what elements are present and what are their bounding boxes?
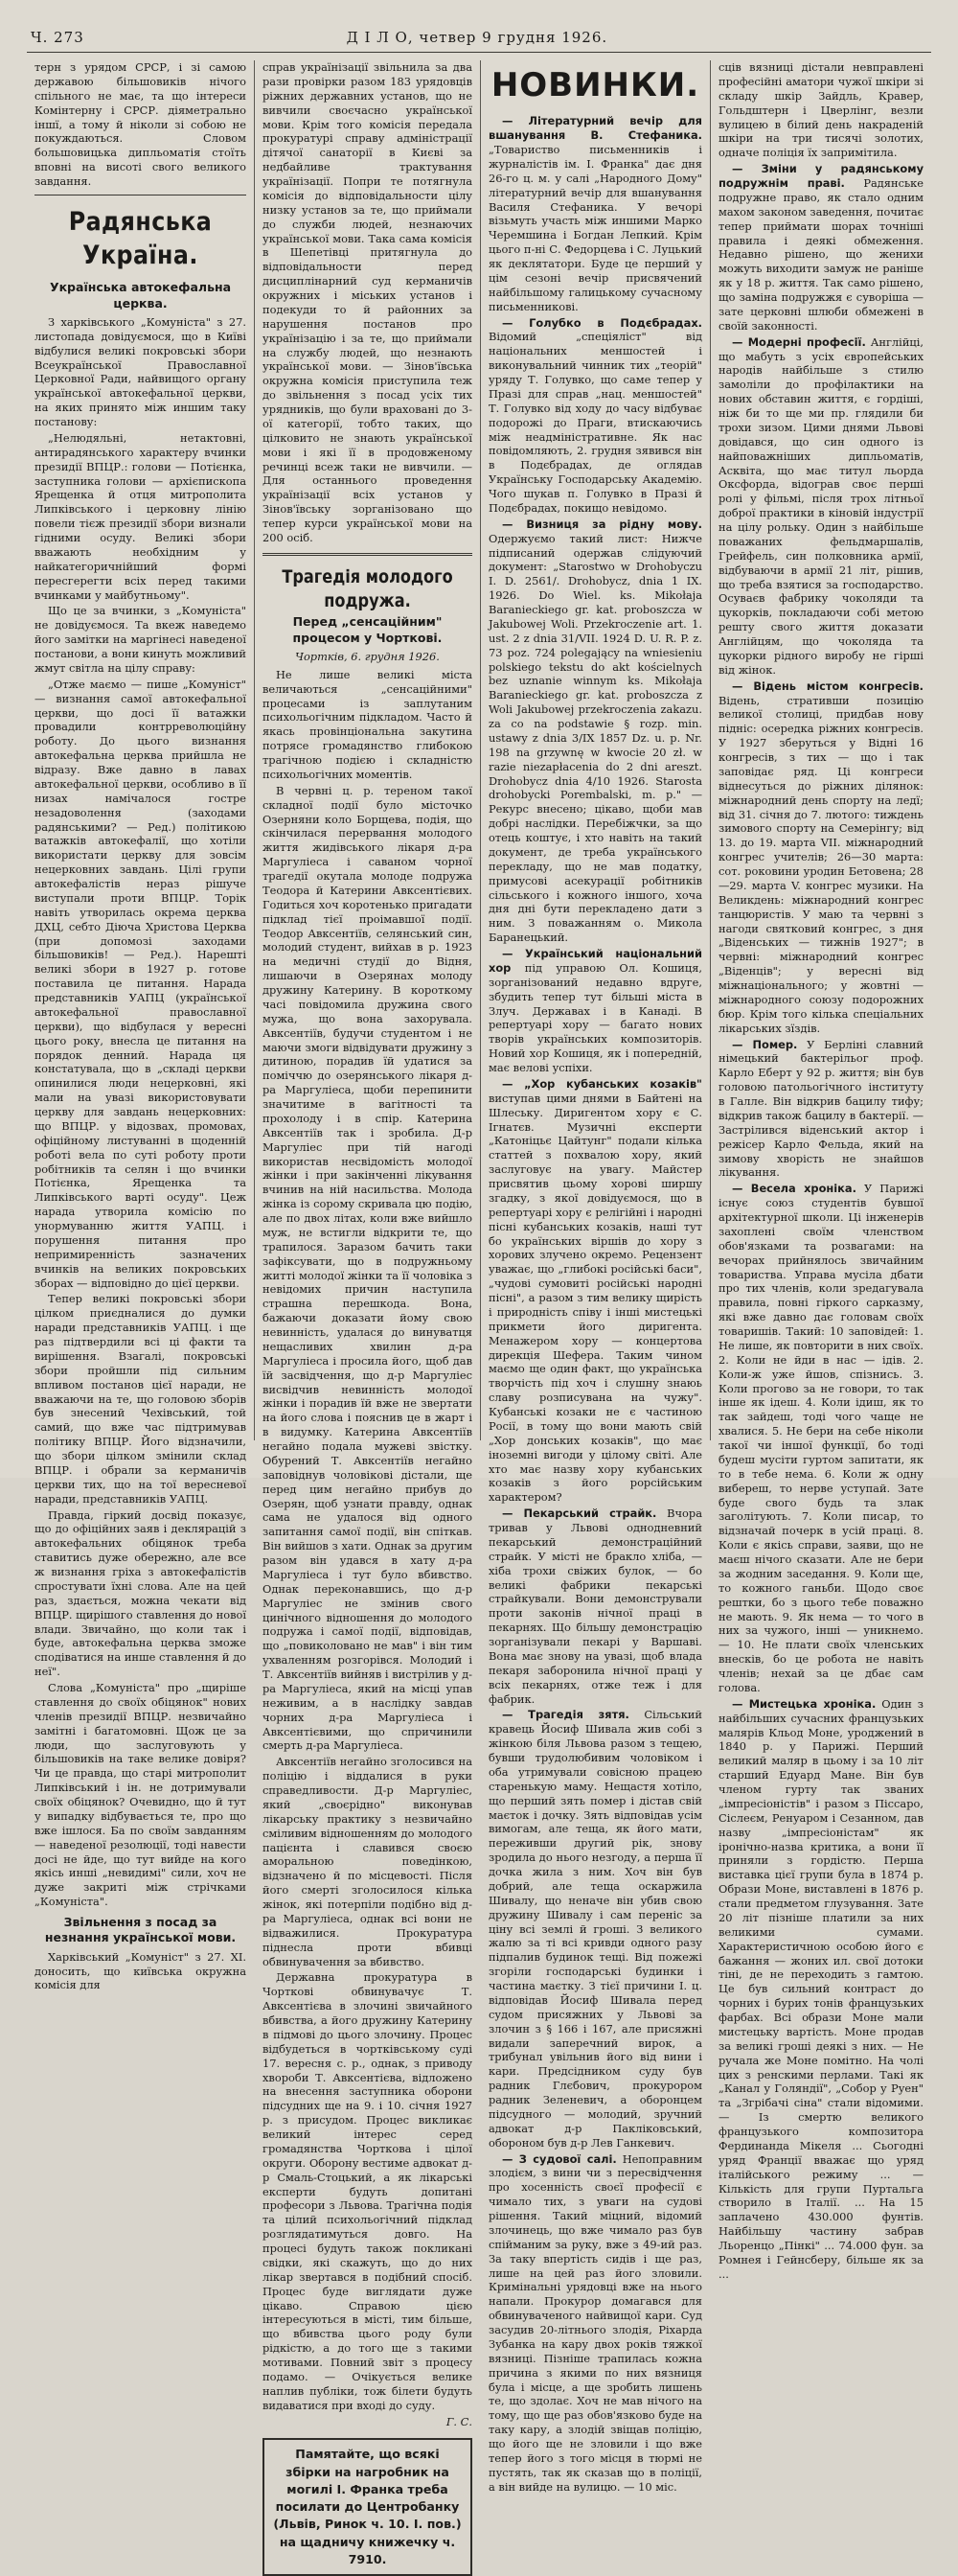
news-item — [718, 335, 924, 678]
franko-fund-notice: Памятайте, що всякі збірки на нагробник на могилі І. Франка треба посилати до Центробанку (Львів, Ринок ч. 10. І. пов.) на щадничу книжечку ч. 7910. — [262, 2438, 472, 2576]
news-item — [489, 518, 702, 945]
news-item — [489, 1506, 702, 1706]
news-item-title: — Визниця за рідну мову. — [502, 517, 702, 531]
col2-para: В червні ц. р. тереном такої складної події було місточко Озерняни коло Борщева, подія, що скінчилася перервання молодого життя жидівського лікаря д-ра Маргуліеса і саваном чорної трагедії окутала молоде подружа Теодора й Катерини Авксентієвих. Годиться хоч коротенько пригадати підклад тієї проімавшої події. Теодор Авксентіїв, селянський син, молодий студент, вийхав в р. 1923 на медичні студії до Відня, лишаючи в Озерянах молоду дружину Катерину. В короткому часі повідомила дружина свого мужа, що вона захорувала. Авксентіїв, будучи студентом і не маючи змоги відвідувати дружину з дитиною, порадив їй удатися за поміччю до озерянського лікаря д-ра Маргуліеса, щоби перепинити значитиме в вагітності та прохолоду і в спір. Катерина Авксентіїв так і зробила. Д-р Маргуліес при тій нагоді використав несвідомість молодої жінки і при закінченні лікування вчинив на ній насильства. Молода жінка із сорому скривала цю подію, але по двох літах, коли вже вийшло муж, не встигли відкрити те, що трапилося. Заразом бачить таки зафіксувати, що в подружньому житті молодої жінки та її чоловіка з невідомих причин наступила страшна перешкода. Вона, бажаючи доказати йому свою невинність, удалася до винуватця нещасливих хвилин д-ра Маргуліеса і просила його, щоб дав їй засвідчення, що д-р Маргуліес висвідчив невинність молодої жінки і порадив їй вже не звертати на його слова і пояснив це в жарт і в видумку. Катерина Авксентіїв негайно подала мужеві звістку. Обурений Т. Авксентіїв негайно заповіднув чоловікові дістали, ще перед цим негайно прибув до Озерян, щоб узнати правду, однак сама не удалося від одного запитання самої події, він спіткав. Він вийшов з хати. Однак за другим разом він удався в хату д-ра Маргуліеса і тут було вбивство. Однак переконавшись, що д-р Маргуліес не змінив свого цинічного відношення до молодого подружа і самої події, відповідав, що „повиколовано не мав" і він тим ухваленням розгорівся. Молодий і Т. Авксентіїв вийняв і вистрілив у д-ра Маргуліеса, який на місці упав неживим, а в наслідку завдав чорних д-ра Маргуліеса і Авксентієвими, що спричинили смерть д-ра Маргуліеса. — [262, 783, 472, 1753]
news-item-text: виступав цими днями в Байтені на Шлеську. Диригентом хору є С. Ігнатєв. Музичні експерти „Катоніцьє Цайтунг" подали кілька статтей з похвалою хору, який заслуговує на увагу. Майстер присвятив цьому хорові ширшу згадку, з якої довідуємося, що в репертуарі хору є релігійні і народні пісні кубанських козаків, наші тут бо українських віршів до хору з хорових злучено окремо. Рецензент уважає, що „глибокі російські баси", „чудові сумовиті російські народні пісні", а разом з тим велику щирість і природність співу і інші мистецькі прикмети його диригента. Менажером хору — концертова дирекція Шефера. Таким чином маємо ще один факт, що українська творчість під хоч і слушну знаюь славу розписувана на чужу". Кубанські козаки не є частиною Росії, в тому що вони мають свій „Хор донських козаків", що має іноземні вигоди у цілому світі. Але хто має назву хору кубанських козаків з його рорсійським характером? — [489, 1091, 702, 1505]
paper-title-line — [84, 29, 870, 46]
news-item-title: — Помер. — [732, 1037, 798, 1051]
news-item — [489, 2152, 702, 2495]
news-item-text: У Берліні славний німецький бактерільог проф. Карло Еберт у 92 р. життя; він був головою патольогічного інституту в Галле. Він відкрив бацилу тифу; відкрив також бацилу в бактерії. — Застрілився віденський актор і режісер Карло Фельда, який на зимову хворість не знайшов лікування. — [718, 1037, 924, 1180]
news-item — [718, 1038, 924, 1181]
news-item-text: Один з найбільших сучасних французьких малярів Кльод Моне, уроджений в 1840 р. у Парижі. Перший великий маляр в цьому і за 10 літ старший Едуард Мане. Він був членом гурту так званих „імпресіоністів" і разом з Піссаро, Сіслеєм, Ренуаром і Сезанном, дав назву „імпресіоністам" як іронічно-назва критика, а вони її приняли з гордістю. Перша виставка цієї групи була в 1874 р. Образи Моне, виставлені в 1876 р. стали предметом глузування. Зате 20 літ пізніше платили за них великими сумами. Характеристичною особою його є бажання — жоних ил. свої дотоки тіні, де не переходить з гамтою. Це був сильний контраст до чорних і бурих тонів французьких фарбах. Всі образи Моне мали мистецьку вартість. Моне продав за великі гроші деякі з них. — Не ручала же Моне помітно. На чолі цих з ренскими перлами. Такі як „Канал у Голяндії", „Собор у Руен" та „Згрібачі сіна" стали відомими. — Із смертю великого французького композитора Фердинанда Мікеля ... Сьогодні уряд Франції вважає що уряд італійського режиму ... — Кількість для групи Пуртальга створило в Італії. ... На 15 заплачено 430.000 фунтів. Найбільшу частину забрав Льоренцо „Пінкі" ... 74.000 фун. за Ромнея і Гейнсберу, більше як за ... — [718, 1696, 924, 2281]
col1-para: Слова „Комуніста" про „щиріше ставлення до своїх обіцянок" нових членів президії ВПЦР. незвичайно замітні і багатомовні. Щож це за люди, що заслуговують у більшовиків на таке велике довіря? Чи це правда, що старі митрополит Липківський і ін. не дотримували своїх обіцянок? Очевидно, що й тут у випадку відбувається те, про що вже ішлося. Ба по своїм завданням — наведеної резолюції, тоді навести досі не йде, що тут вийде на кого якісь инші „невидимі" сили, хоч не дуже закриті між стрічками „Комуніста". — [34, 1681, 246, 1909]
news-item-title: — Мистецька хроніка. — [732, 1696, 877, 1711]
divider — [34, 195, 246, 196]
news-item-text: Англійці, що мабуть з усіх європейських народів найбільше з стилю замоліли до профілактики на нових обставин життя, є гордіші, ніж би то ще ми пр. глядили би трохи зизом. Цими днями Львові довідався, що син одного із найповажніших дипльоматів, Асквіта, що має титул льорда Оксфорда, відограв своє перші ролі у фільмі, після трох літньої доброї практики в кіновій індустрії на цілу рольку. Один з найбільше поважаних фельдмаршалів, Грейфель, син полковника армії, відбуваючи в армії 21 літ, рішив, що треба взятися за господарство. Осуваєв фабрику чоколяди та цукорків, покладаючи собі метою решту свого життя доказати Англійцям, що чоколяда та цукорки рідного виробу не гірші від жінок. — [718, 334, 924, 677]
col1-tail: Харківський „Комуніст" з 27. XI. доносить, що київська окружна комісія для — [34, 1949, 246, 1992]
col1-para: Тепер великі покровські збори цілком приєдналися до думки наради представників УАПЦ. і ще раз підтвердили всі ці факти та вирішення. Взагалі, покровські збори пройшли під сильним впливом постанов цієї наради, не вважаючи на те, що головою зборів був знесений Чехівський, той самий, що вже час підтримував політику ВПЦР. Його відзначили, що збори цілком змінили склад ВПЦР. і обрали за керманичів церкви тих, що на тої вересневої наради, представників УАПЦ. — [34, 1292, 246, 1506]
news-item — [718, 1182, 924, 1695]
news-item-title: — Зміни у радянському подружнім праві. — [718, 162, 924, 190]
masthead — [27, 29, 931, 53]
col1-intro: терн з урядом СРСР, і зі самою державою більшовиків нічого спільного не має, та що інтереси Комінтерну і СРСР. діяметрально іншї, а тому й ніколи зі собою не покуждаються. Словом большовицька дипльоматія стоїть вповні на висоті свого великого завдання. — [34, 60, 246, 188]
news-item — [489, 316, 702, 516]
news-item-text: Вчора тривав у Львові однодневний пекарський демонстраційний страйк. У місті не бракло хліба, — хіба трохи свіжих булок, — бо великі фабрики пекарські страйкували. Вони демонстрували проти законів нічної праці в пекарнях. Що більшу демонстрацію зорганізували пекарі у Варшаві. Вона має знову на увазі, щоб влада пекаря заборонила нічної праці у всіх пекарнях, отже теж і для фабрик. — [489, 1506, 702, 1706]
section-heading-novynky: НОВИНКИ. — [490, 66, 700, 104]
col1-para: „Нелюдяльні, нетактовні, антирадянського характеру вчинки президії ВПЦР.: голови — Потієнка, заступника голови — архієпископа Ярещенка й отця митрополита Липківського і церковну лінію повели тієж президії збори визнали гідними осуду. Великі збори вважають необхідним у найкатегоричнійший формі пересгерегти всіх перед такими вчинками у майбутньому". — [34, 430, 246, 602]
news-item-title: — Весела хроніка. — [732, 1182, 856, 1196]
page-number: Ч. 273 — [31, 29, 84, 46]
news-item-title: — Український національний хор — [489, 947, 702, 975]
col1-para: Що це за вчинки, з „Комуніста" не довідуємося. Та вкеж наведемо його замітки на маргінесі наведеної постанови, а вони кинуть можливий жмут світла на цілу справу: — [34, 604, 246, 675]
news-item-title: — З судової салі. — [502, 2151, 617, 2166]
news-item-text: У Парижі існує союз студентів бувшої архітектурної школи. Ці інженерів захоплені своїм членством обов'язками та розвагами: на вечорах прийнялось звичайним товариства. Управа мусіла дбати про тих членів, коли зредагувала правила, повні гіркого сарказму, які вже давно дає головам своїх товаришів. Такий: 10 заповідей: 1. Не лише, як повторити в них своїх. 2. Коли не йди в нас — ідів. 2. Коли-ж уже йшов, спізнись. 3. Коли прогово за не говори, то так інше як ідеш. 4. Коли ідиш, як то так зайдеш, тоді чого чаще не хвалися. 5. Не бери на себе ніколи такої чи іншої функції, бо тоді будеш мусіти гуртом запитати, як то в тебе нема. 6. Коли ж одну вибереш, то нерве уступай. Зате буде свого будь та злак заголітують. 7. Коли писар, то відзначай почерк в усій праці. 8. Коли є якісь справи, заяви, що не маєш нічого сказати. Але не бери за жодним заседання. 9. Коли ще, то кожного ганьби. Щодо своє рештки, бо з цього тебе поважно не мають. 9. Як нема — то чого в них за чужого, інші — уникнемо. — 10. Не плати своїх членських внесків, бо це робота не навіть членів; нехай за це дбає сам голова. — [718, 1182, 924, 1694]
col1-para: „Отже маємо — пише „Комуніст" — визнання самої автокефальної церкви, що досі її ватажки провадили контрреволюційну роботу. До цього визнання автокефальна церква прийшла не відразу. Вже давно в лавах автокефальної церкви, особливо в її низах намічалося гостре незадоволення (заходами радянськими? — Ред.) політикою ватажків автокефалії, що хотіли використати церкву для зовсім нецерковних завдань. Цілі групи автокефалістів нераз рішуче виступали проти ВПЦР. Торік навіть утворилась окрема церква ДХЦ, себто Діюча Христова Церква (при допомозі заходами більшовиків! — Ред.). Нарешті великі збори в 1927 р. готове поставила це питання. Нарада представників УАПЦ (української автокефальної православної церкви), що відбулася у вересні цього року, внесла це питання на порядок денний. Нарада ця констатувала, що в „складі церкви опинилися люди нецерковні, які мали на увазі використовувати церкву для завдань нецерковних: що ВПЦР. у відозвах, промовах, офіційному листуванні в щоденній роботі вела по суті роботу проти робітників та селян і що вчинки Потієнка, Ярещенка та Липківського варті осуду". Цеж нарада утворила комісію по унормуванню життя УАПЦ. і порушення питання про непримиренність зазначених вчинків на великих покровських зборах — відповідно до цієї церкви. — [34, 677, 246, 1290]
article-subheading: Перед „сенсаційним" процесом у Чорткові. — [292, 614, 443, 645]
news-item-text: Радянське подружне право, як стало одним махом законом заведення, почитає тепер приймати шорах точніші правила і деякі обмеження. Недавно рішено, що женихи можуть виходити замуж не раніше як у 18 р. життя. Так само рішено, що заміна подружжя є суворіша — зате церковні шлюби обмежені в своїй законності. — [718, 176, 924, 333]
col1-para: З харківського „Комуніста" з 27. листопада довідуємося, що в Київі відбулися великі покровські збори Всеукраїнської Православної Церковної Ради, найвищого органу української автокефальної церкви, на яких принято між иншим таку постанову: — [34, 314, 246, 429]
divider — [262, 553, 472, 556]
news-item-title: — Модерні професії. — [732, 334, 866, 349]
news-item-text: Одержуємо такий лист: Нижче підписаний одержав слідуючий документ: „Starostwo w Drohobyczu I. D. 2561/. Drohobycz, dnia 1 IX. 1926. Do Wiel. ks. Mikołaja Baranieckiego gr. kat. proboszcza w Jakubowej Woli. Przekroczenie art. 1. ust. 2 z dnia 31/VII. 1924 D. U. R. P. z. 73 poz. 724 polegający na wniesieniu polskiego tekstu do akt kościelnych bez uznanie winnym ks. Mikołaja Baranieckiego gr. kat. proboszcza z Woli Jakubowej przekroczenia zakazu. za co na podstawie § rozp. min. ustawy z dnia 3/IX 1857 Dz. u. p. Nr. 198 na grzywnę w kwocie 20 zł. w razie niezapłacenia do 2 dni areszt. Drohobycz dnia 4/10 1926. Starosta drohobycki Porembalski, m. p." — Рекурс внесено; цікаво, щоби мав добрі наслідки. Перебіжчки, за що отець коштує, і хто навіть на такий документ, де треба українського перекладу, що не мав податку, примусові асекурації робітників сільського і кожного іншого, хоча дня дні бути перекладено дати з ним. З поважанням о. Микола Баранецький. — [489, 531, 702, 945]
column-4 — [711, 60, 931, 2281]
news-item — [718, 162, 924, 334]
col4-intro: сців вязниці дістали невправлені професійні аматори чужої шкіри зі складу шкір Зайдль, Кравер, Гольдштерн і Цверлінг, везли вулицею в білий день накраденій шкіри на три тисячі золотих, одначе поліція їх запримітила. — [718, 60, 924, 160]
issue-date: четвер 9 грудня 1926. — [419, 29, 608, 46]
news-item-text: Відомий „спеціяліст" від національних меншостей і виконувальний чинник тих „теорій" уряду Т. Голувко, що саме тепер у Празі для справ „нац. меншостей" Т. Голувко від ходу до часу відбуває подорожі до Праги, втискаючись між неадміністративне. Як нас повідомляють, 2. грудня зявився він в Подєбрадах, де оглядав Українську Господарську Академію. Чого шукав п. Голувко в Празі й Подєбрадах, покищо невідомо. — [489, 330, 702, 515]
news-item-text: „Товариство письменників і журналістів ім. І. Франка" дає дня 26-го ц. м. у салі „Народного Дому" літературний вечір для вшанування Василя Стефаника. У вечорі візьмуть участь між иншими Марко Черемшина і Богдан Лепкий. Крім цього п-ні С. Федорцева і С. Луцький як деклятатори. Буде це перший у цім сезоні вечір присвячений найбільшому галицькому сучасному письменникові. — [489, 143, 702, 313]
news-item-title: — Літературний вечір для вшанування В. Стефаника. — [489, 114, 702, 143]
news-item — [489, 1708, 702, 2150]
news-item — [489, 947, 702, 1075]
subheading-dismissals: Звільнення з посад за незнання української мови. — [44, 1915, 237, 1945]
dateline: Чортків, 6. грудня 1926. — [295, 649, 440, 663]
article-signature: Г. С. — [445, 2414, 472, 2428]
news-item — [489, 1077, 702, 1505]
col2-para: Державна прокуратура в Чорткові обвинувачує Т. Авксентієва в злочині звичайного вбивства, а його дружину Катерину в підмові до цього злочину. Процес відбудеться в чортківському суді 17. вересня с. р., однак, з приводу хвороби Т. Авксентієва, відложено на внесення заступника оборони підсудних ще на 9. і 10. січня 1927 р. з присудом. Процес викликає великий інтерес серед громадянства Чорткова і цілої округи. Оборону вестиме адвокат д-р Смаль-Стоцький, а як лікарські експерти будуть допитані професори з Львова. Трагічна подія та цілий психольогічний підклад розглядатимуться довго. На процесі будуть також покликані свідки, які скажуть, що до них лікар звертався в подібний спосіб. Процес буде виглядати дуже цікаво. Справою цією інтересуються в місті, тим більше, що вбивства цього роду були рідкістю, а до того ще з такими мотивами. Повний звіт з процесу подамо. — Очікується велике наплив публіки, тож білети будуть видаватися при вході до суду. — [262, 1970, 472, 2412]
column-2 — [255, 60, 481, 2566]
section-heading-radianska-ukraina: Радянська Україна. — [68, 206, 213, 271]
news-item-text: Непоправним злодієм, з вини чи з пересвідчення про хосенність своєї професії є чимало тих, з уваги на судові рішення. Такий міцний, відомий злочинець, що вже чимало раз був спійманим за руку, вже з 49-ий раз. За таку впертість сидів і ще раз, лише на цей раз його зловили. Кримінальні урядовці вже на нього напали. Прокурор домагався для обвинуваченого найвищої кари. Суд засудив 20-літнього злодія, Ріхарда Зубанка на кару двох років тяжкої вязниці. Пізніше трапилась кожна причина з якими по них вязниця була і місце, а ще зробить лишень те, що здолає. Хоч не мав нічого на тому, що ще раз обов'язково буде на таку кару, а злодій звіщав поліцію, що його ще не зловили і що вже тепер його з того місця в тюрмі не пустять, так як сказав що в поліції, а він вийде на вулицю. — 10 міс. — [489, 2151, 702, 2494]
columns — [27, 60, 931, 2566]
news-item — [718, 679, 924, 1036]
news-item-text: Сільський кравець Йосиф Шивала жив собі з жінкою біля Львова разом з тещею, бувши трудолюбивим чоловіком і оба утримували совісною працею старенькую маму. Нещастя хотіло, що перший зять помер і дістав свій маєток і дочку. Зять відповідав усім вимогам, але теща, як його мати, переживши другий рік, знову зродила до нього незгоду, а перша її дочка жила з ним. Хоч він був добрий, але теща оскаржила Шивалу, що неначе він убив свою дружину Шивалу і сам переніс за ціну всі землі й гроші. З великого жалю за ті всі кривди одного разу підпалив будинок тещі. Від пожежі згоріли господарські будинки і частина маєтку. З тієї причини І. ц. відповідав Йосиф Шивала перед судом присяжних у Львові за злочин з § 166 і 167, але присяжні видали заперечний вирок, а трибунал увільнив його від вини і кари. Предсідником суду був радник Глєбович, прокурором радник Зеленевич, а оборонцем підсудного — молодий, зручний адвокат д-р Пакліковський, обороном був д-р Лев Ганкевич. — [489, 1708, 702, 2150]
news-item-text: під управою Ол. Кошиця, зорганізований недавно вдруге, збудить тепер тут більші міста в Злуч. Державах і в Канаді. В репертуарі хору — багато нових творів українських композиторів. Новий хор Кошиця, як і попередній, має велові успіхи. — [489, 960, 702, 1075]
news-item — [489, 114, 702, 313]
paper-title: Д І Л О, — [346, 29, 414, 46]
column-3 — [481, 60, 711, 2494]
col2-para: Не лише великі міста величаються „сенсаційними" процесами із заплутаним психольогічним підкладом. Часто й якась провінціональна закутина потрясе громадянство глибокою трагічною подією і складністю психольогічних моментів. — [262, 667, 472, 781]
news-item-title: — Голубко в Подєбрадах. — [502, 315, 702, 330]
news-item-title: — Пекарський страйк. — [502, 1506, 657, 1521]
col2-para: справ українізації звільнила за два рази провірки разом 183 урядовців ріжних державних установ, що не вивчили своєчасно української мови. Крім того комісія передала прокуратурі справу адміністрації дітячої санаторії в Києві за недбайливе трактування українізації. Попри те потягнула комісія до відповідальности цілу низку установ за те, що приймали до служби людей, незнаючих української мови. Така сама комісія в Шепетівці притягнула до відповідальности перед дисциплінарний суд керманичів окружних і міських установ і подекуди то й районних за нарушення постанов про українізацію і за те, що приймали на службу людей, що незнають української мови. — Зінов'ївська окружна комісія приступила теж до звільнення з посад усіх тих урядників, що були враховані до 3-ої категорії, тобто таких, що цілковито не знають української мови і які її в продовженому речинці всеж таки не вивчили. — Для останнього проведення українізації всіх установ у Зінов'ївську зорганізовано що тепер курси української мови на 200 осіб. — [262, 60, 472, 544]
news-item — [718, 1697, 924, 2282]
subheading-autocephalous-church: Українська автокефальна церква. — [49, 280, 232, 310]
news-item-title: — Відень містом конгресів. — [732, 678, 924, 693]
news-item-title: — „Хор кубанських козаків" — [502, 1076, 702, 1091]
column-1 — [27, 60, 255, 1992]
article-heading-tragedy: Трагедія молодого подружа. — [282, 565, 453, 611]
col2-para: Авксентіїв негайно зголосився на поліцію і віддалися в руки справедливости. Д-р Маргуліес, який „своєрідно" виконував лікарську практику з незвичайно сміливим відношенням до молодого пацієнта і славився своєю аморальною поведінкою, відзначено й по місцевості. Після його смерті зголосилося кілька жінок, які потерпіли подібно від д-ра Маргуліеса, однак всі вони не відважилися. Прокуратура піднесла проти вбивці обвинувачення за вбивство. — [262, 1755, 472, 1968]
news-item-title: — Трагедія зятя. — [502, 1708, 629, 1722]
news-item-text: Відень, стративши позицію великої столиці, придбав нову підніс: осередка ріжних конгресів. У 1927 зберуться у Відні 16 конгресів, з тих — що і так заповідає ряд. Ці конгреси віднесуться до ріжних ділянок: міжнародний день спорту на ледї; від 31. січня до 7. лютого: тиждень зимового спорту на Семерінгу; від 13. до 19. марта VII. міжнародний конгрес учителів; 26—30 марта: сот. роковини уродин Бетовена; 28—29. марта V. конгрес музики. На Великдень: міжнародний конгрес танцюристів. У маю та червні з нагоди святковий конгрес, з дня „Віденських — тижнів 1927"; в червні: міжнародний конгрес „Віденців"; у вересні від міжнаціонального; у жовтні — міжнародного союзу подорожних бюр. Крім того кілька спеціальних лікарських зїздів. — [718, 693, 924, 1035]
col1-para: Правда, гіркий досвід показує, що до офіційних заяв і деклярацій з автокефальних обіцянок треба ставитись дуже обережно, але все ж визнання гріха з автокефалістів спростувати їхні слова. Але на цей раз, здається, можна чекати від ВПЦР. щирішого ставлення до нової влади. Звичайно, що коли так і буде, автокефальна церква зможе сподіватися на инше ставлення й до неї". — [34, 1507, 246, 1679]
